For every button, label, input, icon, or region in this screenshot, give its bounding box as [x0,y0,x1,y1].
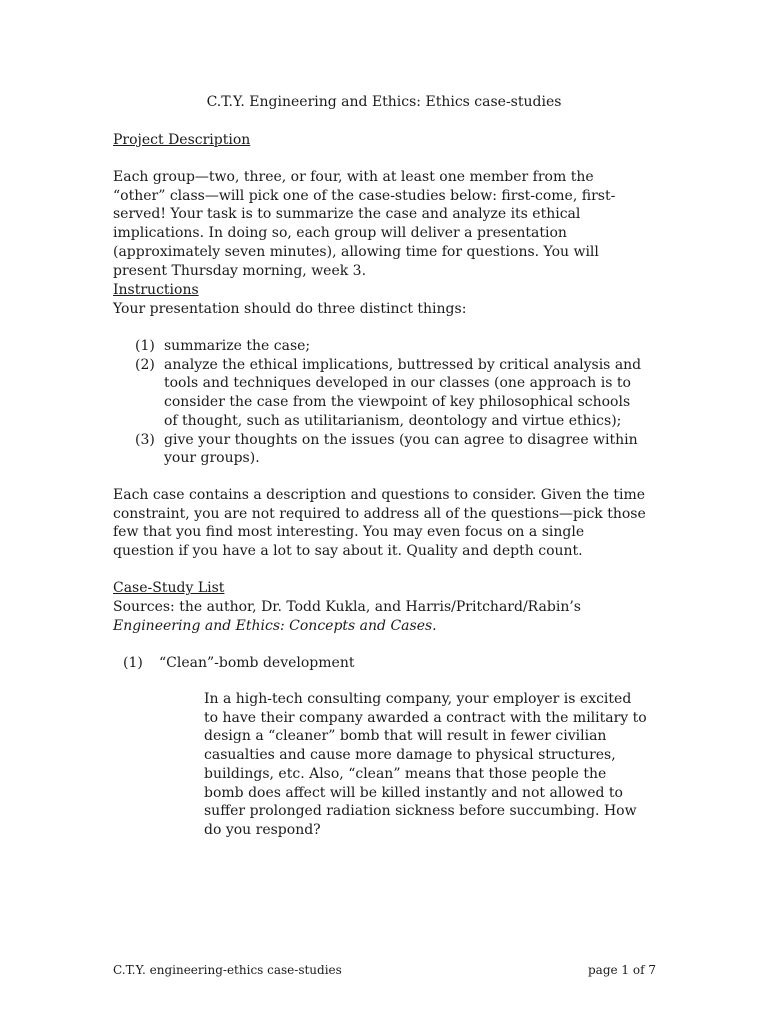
sources-line: Sources: the author, Dr. Todd Kukla, and Harris/Pritchard/Rabin’s [113,599,581,615]
case-1-title: “Clean”-bomb development [159,655,355,671]
footer-document-name: C.T.Y. engineering-ethics case-studies [113,963,342,977]
instructions-heading [113,281,648,300]
project-description-body: Each group—two, three, or four, with at least one member from the “other” class—will pick one of the case-studies below: first-come, first-served! Your task is to summarize the case and analyze its ethical implications. In doing so, each group will deliver a presentation (approximately seven minutes), allowing time for questions. You will present Thursday morning, week 3. [113,169,616,279]
case-1-number: (1) [123,655,143,671]
case-study-list-heading-text: Case-Study List [113,580,225,596]
list-item-text: give your thoughts on the issues (you can agree to disagree within your groups). [164,431,638,467]
sources-book-title: Engineering and Ethics: Concepts and Cases. [113,618,437,634]
list-item-text: analyze the ethical implications, buttressed by critical analysis and tools and techniques developed in our classes (one approach is to consider the case from the viewpoint of key philosophical schools of thought, such as utilitarianism, deontology and virtue ethics); [164,356,642,429]
list-item [135,337,645,356]
case-1-body: In a high-tech consulting company, your employer is excited to have their company awarded a contract with the military to design a “cleaner” bomb that will result in fewer civilian casualties and cause more damage to physical structures, buildings, etc. Also, “clean” means that those people the bomb does affect will be killed instantly and not allowed to suffer prolonged radiation sickness before succumbing. How do you respond? [204,691,647,838]
list-item [135,431,645,468]
list-item-number: (2) [135,356,155,373]
instructions-closing: Each case contains a description and questions to consider. Given the time constraint, you are not required to address all of the questions—pick those few that you find most interesting. You may even focus on a single question if you have a lot to say about it. Quality and depth count. [113,487,646,560]
footer-page-number: page 1 of 7 [588,963,656,977]
project-description-heading-text: Project Description [113,132,251,148]
case-1-heading [123,654,354,673]
instructions-list [135,337,645,468]
instructions-intro: Your presentation should do three distinct things: [113,301,467,317]
list-item-number: (3) [135,431,155,448]
instructions-heading-text: Instructions [113,282,199,298]
case-study-list-heading [113,579,648,598]
document-title: C.T.Y. Engineering and Ethics: Ethics case-studies [206,94,562,110]
list-item-text: summarize the case; [164,338,311,354]
list-item-number: (1) [135,338,155,354]
project-description-heading [113,131,648,150]
list-item [135,356,645,431]
